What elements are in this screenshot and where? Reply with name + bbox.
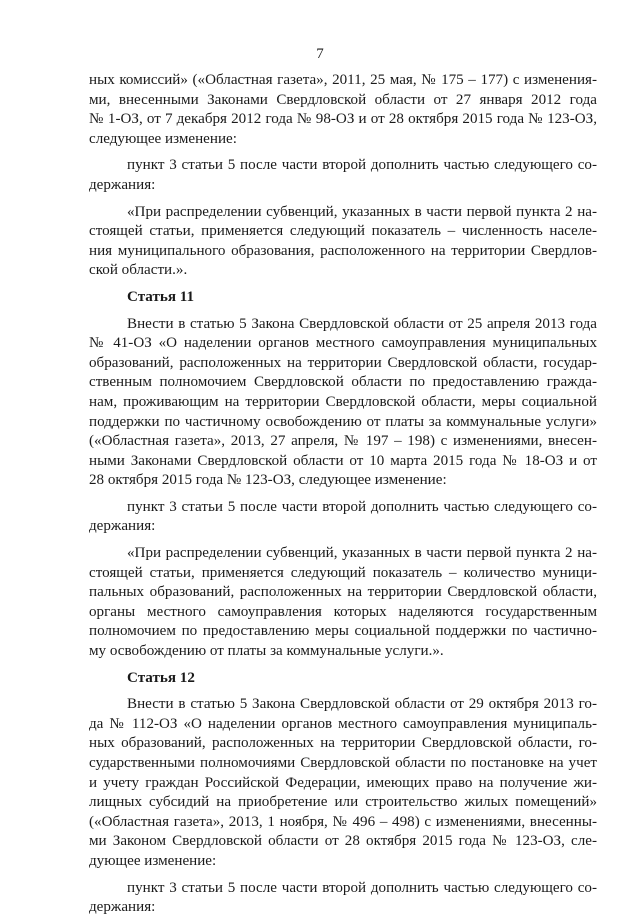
article-heading: Статья 12 <box>127 669 195 686</box>
text-line: поддержки по частичному освобождению от платы за коммунальные услуги» <box>89 413 597 430</box>
paragraph <box>89 544 597 662</box>
text-line: пальных образований, расположенных на территории Свердловской области, <box>89 584 597 601</box>
text-line: ственным полномочием Свердловской области по предоставлению гражда- <box>89 374 597 391</box>
text-line: ными Законами Свердловской области от 10 марта 2015 года № 18-ОЗ и от <box>89 452 597 469</box>
text-line: 28 октября 2015 года № 123-ОЗ, следующее изменение: <box>89 472 447 489</box>
text-line: да № 112-ОЗ «О наделении органов местного самоуправления муниципаль- <box>89 715 597 732</box>
text-line: «При распределении субвенций, указанных в части первой пункта 2 на- <box>127 545 597 562</box>
text-line: «При распределении субвенций, указанных в части первой пункта 2 на- <box>127 203 597 220</box>
text-line: полномочием по предоставлению меры социальной поддержки по частично- <box>89 623 597 640</box>
text-line: № 1-ОЗ, от 7 декабря 2012 года № 98-ОЗ и от 28 октября 2015 года № 123-ОЗ, <box>89 111 597 128</box>
text-line: пункт 3 статьи 5 после части второй дополнить частью следующего со- <box>127 498 597 515</box>
text-line: органы местного самоуправления которых наделяются государственным <box>89 603 597 620</box>
page-number: 7 <box>316 46 324 62</box>
text-line: ми, внесенными Законами Свердловской области от 27 января 2012 года <box>89 91 597 108</box>
text-line: образований, расположенных на территории Свердловской области, государ- <box>89 354 597 371</box>
text-line: ской области.». <box>89 262 188 279</box>
text-line: Внести в статью 5 Закона Свердловской области от 25 апреля 2013 года <box>127 315 597 332</box>
paragraph <box>89 695 597 871</box>
text-line: ных образований, расположенных на территории Свердловской области, го- <box>89 735 597 752</box>
paragraph <box>89 879 597 918</box>
text-line: («Областная газета», 2013, 1 ноября, № 496 – 498) с изменениями, внесенны- <box>89 813 597 830</box>
text-line: стоящей статьи, применяется следующий показатель – численность населе- <box>89 223 597 240</box>
article-heading: Статья 11 <box>127 288 195 305</box>
text-line: № 41-ОЗ «О наделении органов местного самоуправления муниципальных <box>89 335 597 352</box>
text-line: стоящей статьи, применяется следующий показатель – количество муници- <box>89 564 597 581</box>
document-body <box>89 71 597 918</box>
text-line: ных комиссий» («Областная газета», 2011, 25 мая, № 175 – 177) с изменения- <box>89 72 597 88</box>
text-line: му освобождению от платы за коммунальные услуги.». <box>89 643 444 660</box>
text-line: держания: <box>89 176 156 193</box>
text-line: и учету граждан Российской Федерации, имеющих право на получение жи- <box>89 774 597 791</box>
text-line: пункт 3 статьи 5 после части второй дополнить частью следующего со- <box>127 157 597 174</box>
text-line: ми Законом Свердловской области от 28 октября 2015 года № 123-ОЗ, сле- <box>89 833 597 850</box>
text-line: дующее изменение: <box>89 852 217 869</box>
text-line: («Областная газета», 2013, 27 апреля, № 197 – 198) с изменениями, внесен- <box>89 433 597 450</box>
text-line: следующее изменение: <box>89 130 237 147</box>
paragraph <box>89 203 597 281</box>
text-line: сударственными полномочиями Свердловской области по постановке на учет <box>89 755 597 771</box>
text-line: держания: <box>89 518 156 535</box>
text-line: лищных субсидий на приобретение или строительство жилых помещений» <box>89 794 597 811</box>
text-line: Внести в статью 5 Закона Свердловской области от 29 октября 2013 го- <box>127 696 597 713</box>
paragraph <box>89 71 597 149</box>
text-line: держания: <box>89 899 156 916</box>
text-line: пункт 3 статьи 5 после части второй дополнить частью следующего со- <box>127 879 597 896</box>
text-line: ния муниципального образования, расположенного на территории Свердлов- <box>89 242 597 259</box>
paragraph <box>89 498 597 537</box>
paragraph <box>89 315 597 491</box>
paragraph <box>89 156 597 195</box>
text-line: нам, проживающим на территории Свердловской области, меры социальной <box>89 393 597 410</box>
